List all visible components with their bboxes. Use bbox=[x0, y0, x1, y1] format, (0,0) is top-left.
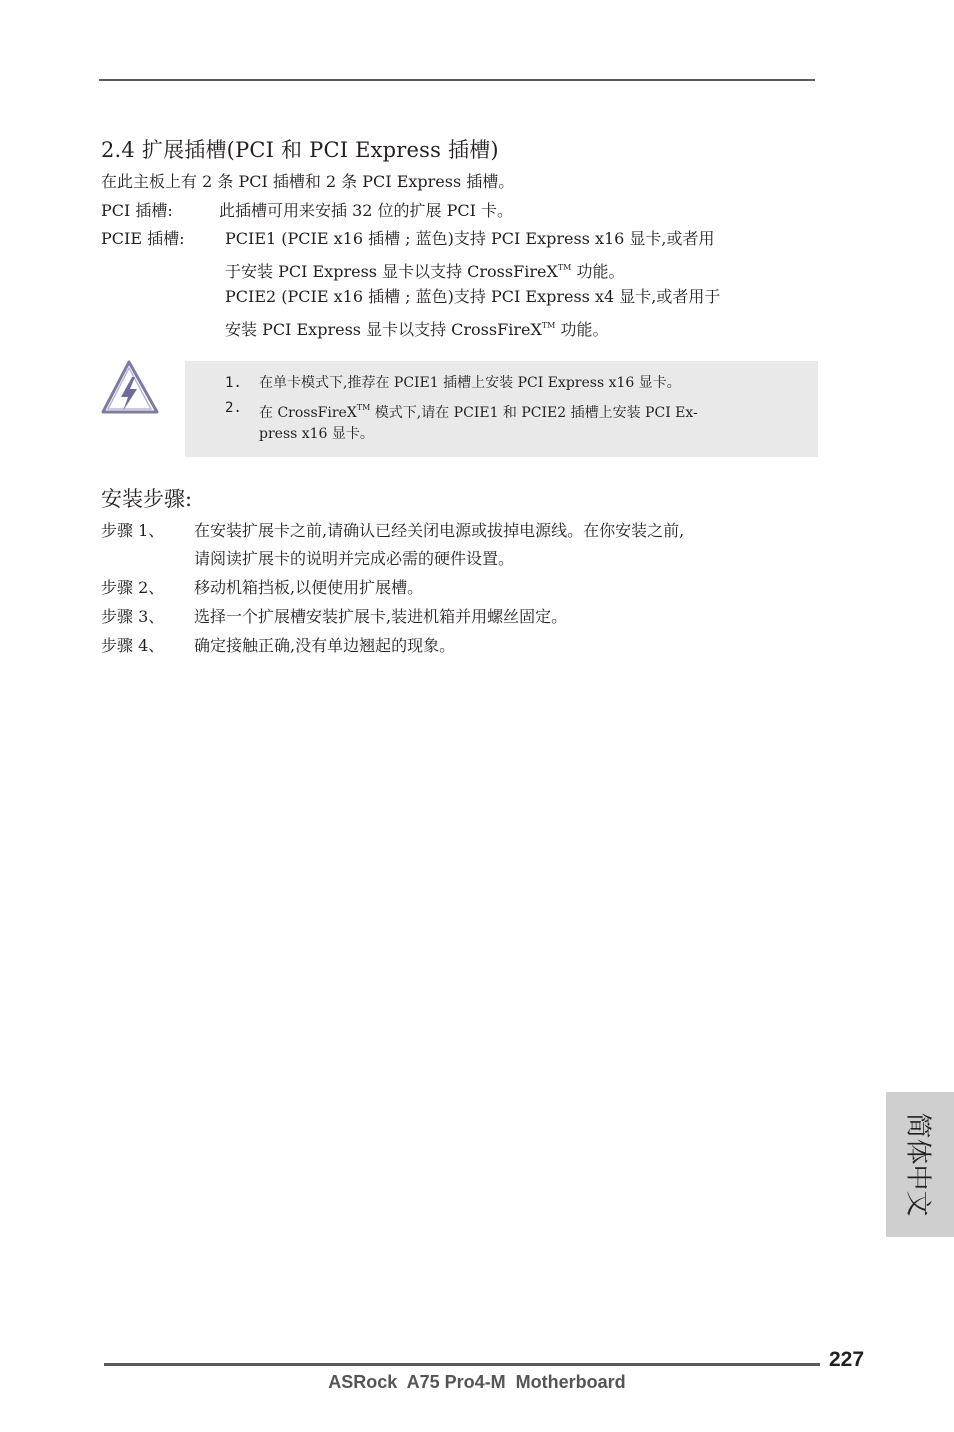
note-item-2-number: 2. bbox=[225, 400, 242, 416]
pcie2-line2-end: 功能。 bbox=[560, 320, 609, 339]
pci-label: PCI 插槽: bbox=[101, 201, 173, 220]
note-item-2 bbox=[259, 399, 698, 422]
step-1-label: 步骤 1、 bbox=[101, 521, 165, 540]
intro-text: 在此主板上有 2 条 PCI 插槽和 2 条 PCI Express 插槽。 bbox=[101, 172, 515, 191]
trademark-sup: TM bbox=[557, 263, 572, 272]
step-3-label: 步骤 3、 bbox=[101, 607, 165, 626]
pcie2-line1: PCIE2 (PCIE x16 插槽 ; 蓝色)支持 PCI Express x4 显卡,或者用于 bbox=[225, 287, 721, 306]
note-item-2-text-cont: 模式下,请在 PCIE1 和 PCIE2 插槽上安装 PCI Ex- bbox=[374, 405, 698, 421]
note-item-1: 在单卡模式下,推荐在 PCIE1 插槽上安装 PCI Express x16 显卡。 bbox=[259, 375, 681, 391]
install-steps-title: 安装步骤: bbox=[101, 487, 193, 511]
pcie1-line2-text: 于安装 PCI Express 显卡以支持 CrossFireX bbox=[225, 262, 558, 281]
warning-icon bbox=[99, 359, 161, 417]
note-item-1-number: 1. bbox=[225, 375, 242, 391]
pcie1-line2 bbox=[225, 258, 624, 282]
bottom-rule bbox=[104, 1363, 820, 1366]
pcie1-line2-end: 功能。 bbox=[576, 262, 625, 281]
pci-description: 此插槽可用来安插 32 位的扩展 PCI 卡。 bbox=[219, 201, 514, 220]
pcie2-line2-text: 安装 PCI Express 显卡以支持 CrossFireX bbox=[225, 320, 542, 339]
note-item-2-line2: press x16 显卡。 bbox=[259, 426, 374, 442]
language-tab-label: 简体中文 bbox=[902, 1112, 933, 1217]
step-4-text: 确定接触正确,没有单边翘起的现象。 bbox=[194, 636, 456, 655]
pcie2-line2 bbox=[225, 316, 608, 340]
trademark-sup: TM bbox=[356, 403, 371, 412]
step-2-label: 步骤 2、 bbox=[101, 578, 165, 597]
step-3-text: 选择一个扩展槽安装扩展卡,装进机箱并用螺丝固定。 bbox=[194, 607, 568, 626]
section-title: 2.4 扩展插槽(PCI 和 PCI Express 插槽) bbox=[101, 138, 499, 162]
step-1-line1: 在安装扩展卡之前,请确认已经关闭电源或拔掉电源线。在你安装之前, bbox=[194, 521, 685, 540]
footer-product-name: ASRock A75 Pro4-M Motherboard bbox=[328, 1372, 626, 1392]
note-item-2-text: 在 CrossFireX bbox=[259, 405, 357, 421]
step-4-label: 步骤 4、 bbox=[101, 636, 165, 655]
note-box bbox=[185, 361, 818, 457]
top-rule bbox=[99, 79, 815, 81]
step-1-line2: 请阅读扩展卡的说明并完成必需的硬件设置。 bbox=[194, 549, 515, 568]
pcie-label: PCIE 插槽: bbox=[101, 229, 185, 248]
trademark-sup: TM bbox=[541, 321, 556, 330]
step-2-text: 移动机箱挡板,以便使用扩展槽。 bbox=[194, 578, 424, 597]
language-side-tab bbox=[886, 1092, 954, 1237]
pcie1-line1: PCIE1 (PCIE x16 插槽 ; 蓝色)支持 PCI Express x16 显卡,或者用 bbox=[225, 229, 715, 248]
page-number: 227 bbox=[829, 1348, 865, 1371]
